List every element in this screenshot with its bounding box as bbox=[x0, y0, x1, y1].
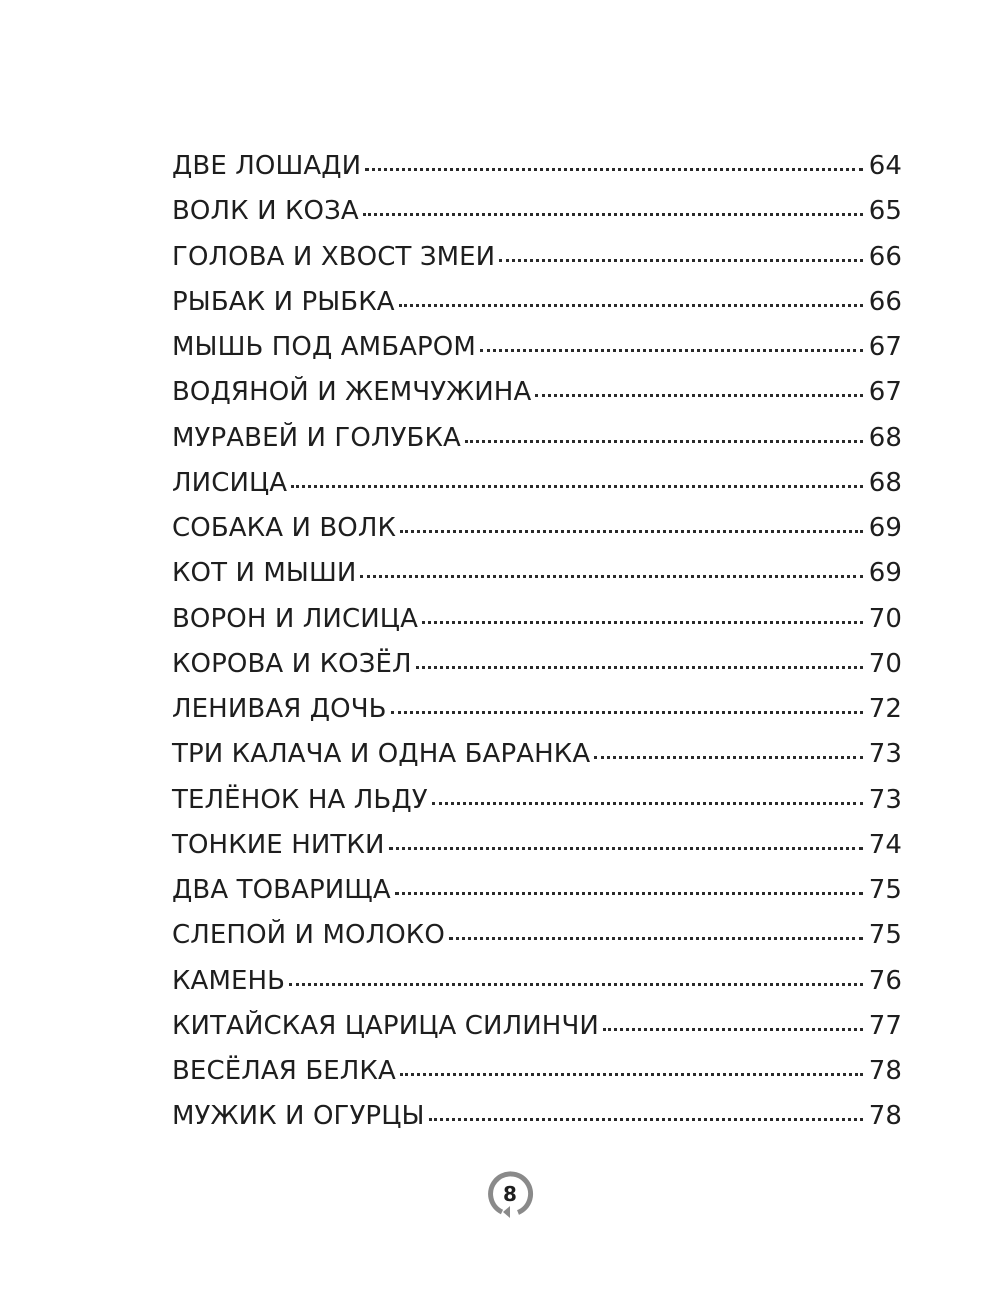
toc-entry-title: СЛЕПОЙ И МОЛОКО bbox=[172, 920, 445, 951]
toc-dot-leader bbox=[603, 1028, 863, 1031]
toc-entry-title: МУРАВЕЙ И ГОЛУБКА bbox=[172, 422, 461, 453]
toc-dot-leader bbox=[395, 892, 863, 895]
toc-entry-page: 65 bbox=[868, 196, 902, 227]
toc-entry-page: 67 bbox=[868, 332, 902, 362]
toc-dot-leader bbox=[429, 1118, 863, 1121]
toc-entry[interactable] bbox=[172, 423, 902, 468]
toc-entry-title: РЫБАК И РЫБКА bbox=[172, 286, 395, 317]
toc-entry-page: 70 bbox=[868, 648, 902, 679]
toc-dot-leader bbox=[535, 394, 862, 397]
toc-entry-page: 68 bbox=[868, 467, 902, 498]
toc-entry-page: 73 bbox=[868, 739, 902, 770]
toc-entry-page: 67 bbox=[868, 377, 902, 408]
toc-dot-leader bbox=[449, 937, 863, 940]
toc-entry[interactable] bbox=[172, 649, 902, 694]
toc-dot-leader bbox=[416, 666, 863, 669]
toc-dot-leader bbox=[365, 168, 862, 171]
toc-dot-leader bbox=[363, 213, 863, 216]
toc-dot-leader bbox=[465, 440, 863, 443]
toc-entry-title: КИТАЙСКАЯ ЦАРИЦА СИЛИНЧИ bbox=[172, 1010, 599, 1041]
toc-entry-title: ЛИСИЦА bbox=[172, 467, 288, 498]
toc-dot-leader bbox=[389, 847, 863, 850]
toc-entry[interactable] bbox=[172, 1056, 902, 1101]
toc-entry[interactable] bbox=[172, 830, 902, 875]
toc-dot-leader bbox=[400, 1073, 863, 1076]
toc-entry-title: ЛЕНИВАЯ ДОЧЬ bbox=[172, 694, 387, 724]
toc-entry-title: ТРИ КАЛАЧА И ОДНА БАРАНКА bbox=[172, 739, 591, 770]
toc-entry[interactable] bbox=[172, 1011, 902, 1056]
toc-entry[interactable] bbox=[172, 377, 902, 422]
page-number: 8 bbox=[503, 1182, 517, 1206]
toc-entry-page: 73 bbox=[868, 784, 902, 815]
toc-entry-page: 78 bbox=[868, 1101, 902, 1132]
toc-entry-title: КОТ И МЫШИ bbox=[172, 558, 357, 589]
toc-entry-title: ВОРОН И ЛИСИЦА bbox=[172, 603, 418, 634]
toc-entry-page: 68 bbox=[868, 422, 902, 453]
toc-dot-leader bbox=[360, 575, 862, 578]
toc-entry-page: 66 bbox=[868, 241, 902, 272]
toc-entry-page: 72 bbox=[868, 694, 902, 724]
toc-dot-leader bbox=[289, 983, 863, 986]
toc-dot-leader bbox=[291, 485, 863, 488]
toc-entry-page: 75 bbox=[868, 920, 902, 951]
toc-entry-page: 66 bbox=[868, 286, 902, 317]
toc-entry[interactable] bbox=[172, 513, 902, 558]
toc-entry[interactable] bbox=[172, 151, 902, 196]
toc-entry-title: ГОЛОВА И ХВОСТ ЗМЕИ bbox=[172, 241, 496, 272]
toc-dot-leader bbox=[594, 756, 862, 759]
toc-entry-page: 74 bbox=[868, 829, 902, 860]
toc-dot-leader bbox=[399, 304, 863, 307]
toc-dot-leader bbox=[499, 259, 862, 262]
toc-entry[interactable] bbox=[172, 739, 902, 784]
toc-entry-title: МУЖИК И ОГУРЦЫ bbox=[172, 1101, 425, 1132]
toc-entry-title: МЫШЬ ПОД АМБАРОМ bbox=[172, 332, 476, 362]
toc-entry[interactable] bbox=[172, 558, 902, 603]
toc-entry-page: 69 bbox=[868, 513, 902, 543]
toc-entry-title: ДВА ТОВАРИЩА bbox=[172, 875, 391, 905]
toc-entry-title: КОРОВА И КОЗЁЛ bbox=[172, 648, 412, 679]
toc-entry[interactable] bbox=[172, 242, 902, 287]
toc-entry-page: 70 bbox=[868, 603, 902, 634]
toc-entry-page: 77 bbox=[868, 1010, 902, 1041]
toc-entry-page: 78 bbox=[868, 1056, 902, 1086]
toc-entry-page: 69 bbox=[868, 558, 902, 589]
toc-entry-title: ТЕЛЁНОК НА ЛЬДУ bbox=[172, 784, 428, 815]
toc-entry-title: СОБАКА И ВОЛК bbox=[172, 513, 397, 543]
page-number-badge bbox=[482, 1166, 538, 1222]
toc-entry[interactable] bbox=[172, 694, 902, 739]
toc-entry[interactable] bbox=[172, 604, 902, 649]
toc-entry[interactable] bbox=[172, 875, 902, 920]
toc-entry-title: ВОДЯНОЙ И ЖЕМЧУЖИНА bbox=[172, 377, 532, 408]
toc-entry-title: ВЕСЁЛАЯ БЕЛКА bbox=[172, 1056, 396, 1086]
toc-entry-title: КАМЕНЬ bbox=[172, 965, 286, 996]
toc-dot-leader bbox=[422, 621, 863, 624]
toc-entry[interactable] bbox=[172, 785, 902, 830]
toc-entry-title: ТОНКИЕ НИТКИ bbox=[172, 829, 385, 860]
toc-entry-page: 75 bbox=[868, 875, 902, 905]
toc-entry[interactable] bbox=[172, 966, 902, 1011]
toc-dot-leader bbox=[391, 711, 863, 714]
toc-entry[interactable] bbox=[172, 287, 902, 332]
toc-entry[interactable] bbox=[172, 920, 902, 965]
toc-entry[interactable] bbox=[172, 196, 902, 241]
table-of-contents bbox=[172, 151, 902, 1147]
toc-entry-title: ДВЕ ЛОШАДИ bbox=[172, 151, 362, 181]
toc-entry[interactable] bbox=[172, 332, 902, 377]
toc-entry-title: ВОЛК И КОЗА bbox=[172, 196, 359, 227]
toc-dot-leader bbox=[480, 349, 863, 352]
toc-entry-page: 76 bbox=[868, 965, 902, 996]
toc-dot-leader bbox=[432, 802, 863, 805]
toc-dot-leader bbox=[400, 530, 863, 533]
toc-entry[interactable] bbox=[172, 1101, 902, 1146]
toc-entry-page: 64 bbox=[868, 151, 902, 181]
toc-entry[interactable] bbox=[172, 468, 902, 513]
